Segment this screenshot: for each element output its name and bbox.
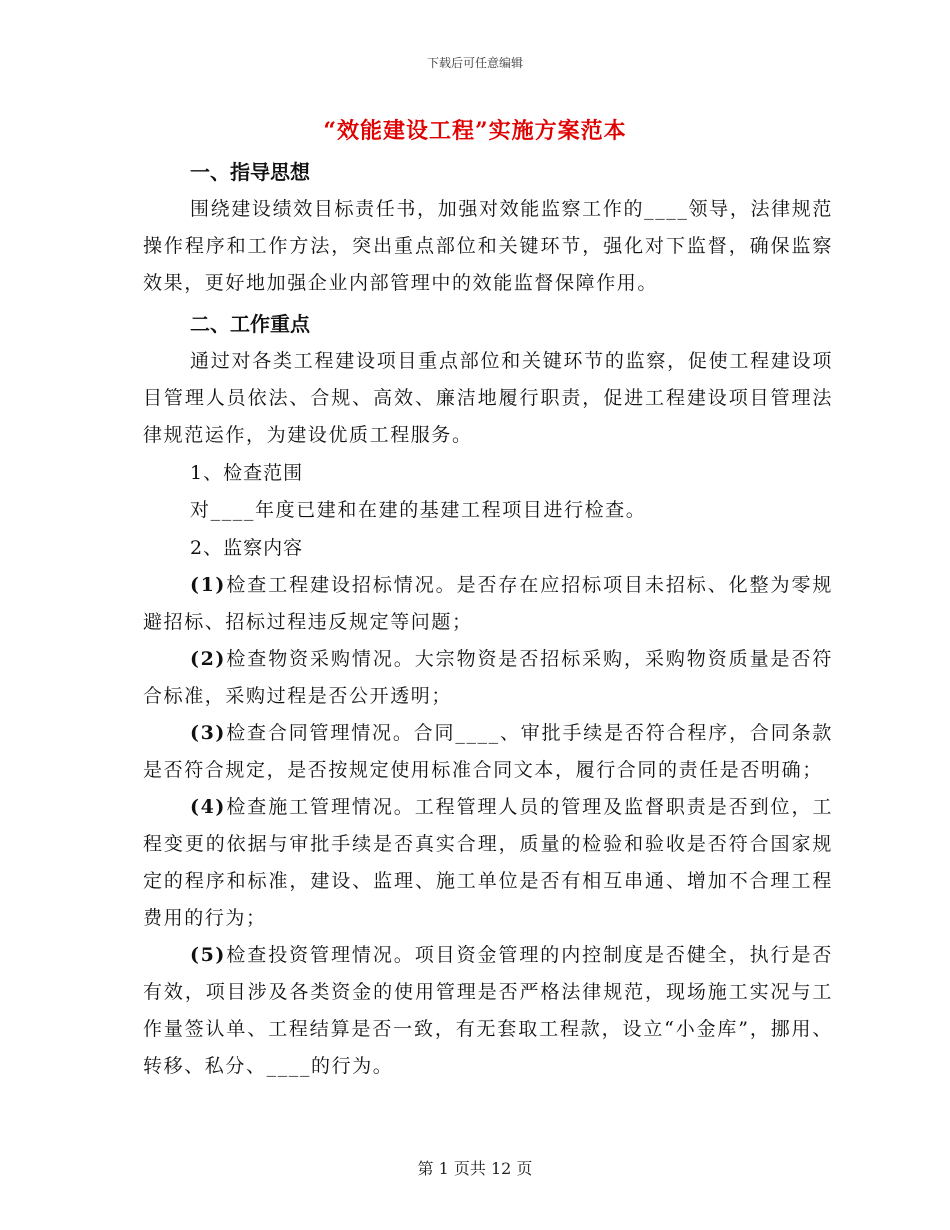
item-number: (5) xyxy=(190,944,226,966)
item-number: (2) xyxy=(190,648,226,670)
guiding-principle-paragraph: 围绕建设绩效目标责任书，加强对效能监察工作的____领导，法律规范操作程序和工作方法，突出重点部位和关键环节，强化对下监督，确保监察效果，更好地加强企业内部管理中的效能监督保障作用。 xyxy=(143,198,833,294)
inspection-item-3 xyxy=(143,715,833,789)
work-focus-paragraph: 通过对各类工程建设项目重点部位和关键环节的监察，促使工程建设项目管理人员依法、合规、高效、廉洁地履行职责，促进工程建设项目管理法律规范运作，为建设优质工程服务。 xyxy=(143,350,833,446)
header-note: 下载后可任意编辑 xyxy=(426,56,523,70)
item-number: (3) xyxy=(190,722,226,744)
inspection-item-1 xyxy=(143,567,833,641)
item-text: 检查工程建设招标情况。是否存在应招标项目未招标、化整为零规避招标、招标过程违反规定等问题； xyxy=(143,574,833,633)
item-text: 检查物资采购情况。大宗物资是否招标采购，采购物资质量是否符合标准，采购过程是否公开透明； xyxy=(143,648,833,707)
inspection-item-4 xyxy=(143,789,833,937)
item-text: 检查投资管理情况。项目资金管理的内控制度是否健全，执行是否有效，项目涉及各类资金的使用管理是否严格法律规范，现场施工实况与工作量签认单、工程结算是否一致，有无套取工程款，设立“小金库”，挪用、转移、私分、____的行为。 xyxy=(143,944,833,1077)
scope-heading: 1、检查范围 xyxy=(190,462,304,484)
inspection-item-5 xyxy=(143,937,833,1085)
item-text: 检查合同管理情况。合同____、审批手续是否符合程序，合同条款是否符合规定，是否按规定使用标准合同文本，履行合同的责任是否明确； xyxy=(143,722,833,781)
item-number: (4) xyxy=(190,796,226,818)
scope-paragraph: 对____年度已建和在建的基建工程项目进行检查。 xyxy=(190,499,647,521)
document-title: “效能建设工程”实施方案范本 xyxy=(323,118,627,144)
item-number: (1) xyxy=(190,574,226,596)
page-footer: 第 1 页共 12 页 xyxy=(417,1159,533,1178)
item-text: 检查施工管理情况。工程管理人员的管理及监督职责是否到位，工程变更的依据与审批手续是否真实合理，质量的检验和验收是否符合国家规定的程序和标准，建设、监理、施工单位是否有相互串通、增加不合理工程费用的行为； xyxy=(143,796,833,929)
document-body xyxy=(143,150,833,1085)
section-heading-guiding-principle: 一、指导思想 xyxy=(190,160,310,184)
inspection-content-heading: 2、监察内容 xyxy=(190,537,304,559)
inspection-item-2 xyxy=(143,641,833,715)
section-heading-work-focus: 二、工作重点 xyxy=(190,312,310,336)
